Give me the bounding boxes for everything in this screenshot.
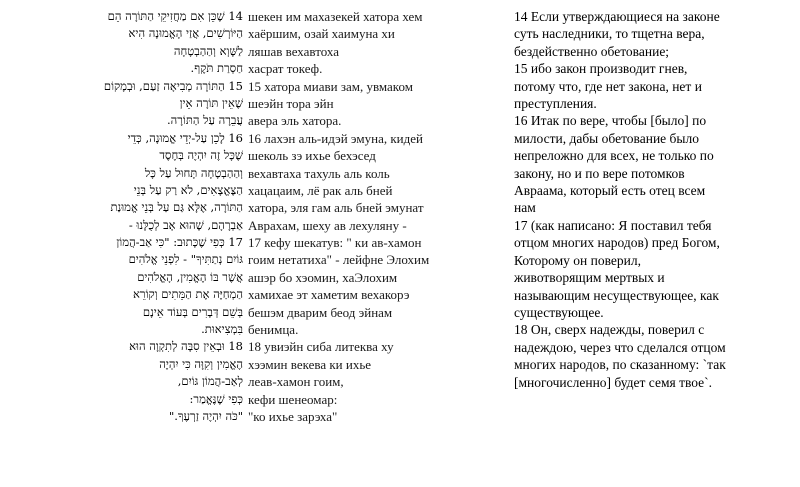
hebrew-text-line: 18 וּבְאֵין סִבָּה לְתִקְוָה הוּא [129,339,243,354]
russian-verse-paragraph: 15 ибо закон производит гнев, потому что, где нет закона, нет и преступления. [514,61,702,112]
hebrew-text-line: הֶאֱמִין וְקִוָּה כִּי יִהְיֶה [159,356,243,371]
transliteration-column [248,8,498,425]
transliteration-text-line: шеколь зэ ихье бехэсед [248,148,376,164]
hebrew-text-line: לְאַב-הֲמוֹן גּוֹיִם, [177,374,243,389]
hebrew-text-line: הַמְחַיֶּה אֶת הַמֵּתִים וְקוֹרֵא [133,287,243,302]
russian-verse-paragraph: 14 Если утверждающиеся на законе суть наследники, то тщетна вера, бездейственно обетование; [514,9,720,59]
hebrew-text-line: חַסְרַת תֹּקֶף. [190,61,243,76]
transliteration-text-line: ашэр бо хэомин, хаЭлохим [248,269,398,285]
transliteration-text-line: бенимцa. [248,322,299,338]
transliteration-text-line: 16 лахэн аль-идэй эмуна, кидей [248,130,423,146]
transliteration-text-line: гоим нетатиха" - лейфне Элохим [248,252,430,268]
transliteration-text-line: "ко ихье зарэха" [248,408,338,424]
transliteration-text-line: шеэйн тора эйн [248,95,334,111]
hebrew-text-line: 16 לָכֵן עַל-יְדֵי אֱמוּנָה, כְּדֵי [127,130,243,145]
hebrew-text-line: עֲבֵרָה עַל הַתּוֹרָה. [166,113,243,128]
transliteration-text-line: 15 хатора миави зам, увмаком [248,78,413,94]
hebrew-text-line: 15 הַתּוֹרָה מְבִיאָה זַעַם, וּבְמָקוֹם [103,78,243,93]
hebrew-text-line: אַבְרָהָם, שֶׁהוּא אָב לְכֻלָּנוּ - [128,217,243,232]
russian-verse-paragraph: 17 (как написано: Я поставил тебя отцом многих народов) пред Богом, Которому он поверил, животворящим мертвых и называющим несуществующее, как существующее. [514,217,720,320]
hebrew-text-line: לַשָּׁוְא וְהַהַבְטָחָה [173,43,243,58]
hebrew-text-line: 14 שֶׁכֵּן אִם מַחֲזִיקֵי הַתּוֹרָה הֵם [107,9,243,23]
hebrew-text-line: הַצֶּאֱצָאִים, לֹא רַק עַל בְּנֵי [133,182,243,197]
transliteration-text-line: авера эль хатора. [248,113,342,129]
transliteration-text-line: кефи шенеомар: [248,391,338,407]
transliteration-text-line: 17 кефу шекатув: " ки ав-хамон [248,235,422,251]
transliteration-text-line: вехавтаха тахуль аль коль [248,165,390,181]
transliteration-text-line: бешэм дварим беод эйнам [248,304,393,320]
transliteration-text-line: 18 увиэйн сиба литеква ху [248,339,394,355]
hebrew-text-line: שֶׁכָּל זֶה יִהְיֶה בְּחֶסֶד [159,148,243,163]
transliteration-text-line: хасрат токеф. [248,61,323,77]
transliteration-text-line: хатора, эля гам аль бней эмунат [248,200,424,216]
hebrew-text-line: כְּפִי שֶׁנֶּאֱמַר: [189,391,243,406]
hebrew-text-line: בִּמְצִיאוּת. [201,322,243,337]
hebrew-text-line: שֶׁאֵין תּוֹרָה אֵין [179,95,243,110]
transliteration-text-line: хаёршим, озай хаимуна хи [248,26,395,42]
transliteration-text-line: ляшав вехавтоха [248,43,339,59]
transliteration-text-line: шекен им махазекей хатора хем [248,9,423,24]
hebrew-text-line: "כֹּה יִהְיֶה זַרְעֶךָ." [168,408,243,423]
transliteration-text-line: хээмин векева ки ихье [248,356,372,372]
russian-verse-paragraph: 16 Итак по вере, чтобы [было] по милости, дабы обетование было непреложно для всех, не только по закону, но и по вере потомков Авраама, который есть отец всем нам [514,113,714,216]
transliteration-text-line: Аврахам, шеху ав лехуляну - [248,217,407,233]
hebrew-text-line: וְהַהַבְטָחָה תָּחוּל עַל כָּל [144,165,243,180]
hebrew-text-line: בְּשֵׁם דְּבָרִים בְּעוֹד אֵינָם [142,304,243,319]
hebrew-text-line: אֲשֶׁר בּוֹ הֶאֱמִין, הָאֱלֹהִים [137,269,243,284]
hebrew-column [60,8,243,425]
transliteration-text-line: хамихае эт хаметим вехакорэ [248,287,410,303]
hebrew-text-line: הַיּוֹרְשִׁים, אֲזַי הָאֱמוּנָה הִיא [128,26,243,41]
russian-column [514,8,729,391]
transliteration-text-line: леав-хамон гоим, [248,374,344,390]
hebrew-text-line: 17 כְּפִי שֶׁכָּתוּב: "כִּי אַב-הֲמוֹן [116,235,243,250]
transliteration-text-line: хацацаим, лё рак аль бней [248,182,393,198]
hebrew-text-line: גּוֹיִם נְתַתִּיךָ" - לִפְנֵי אֱלֹהִים [128,252,243,267]
hebrew-text-line: הַתּוֹרָה, אֶלָּא גַּם עַל בְּנֵי אֱמוּנַת [110,200,243,215]
russian-verse-paragraph: 18 Он, сверх надежды, поверил с надеждою, через что сделался отцом многих народов, по сказанному: `так [многочисленно] будет семя твое`. [514,322,726,390]
